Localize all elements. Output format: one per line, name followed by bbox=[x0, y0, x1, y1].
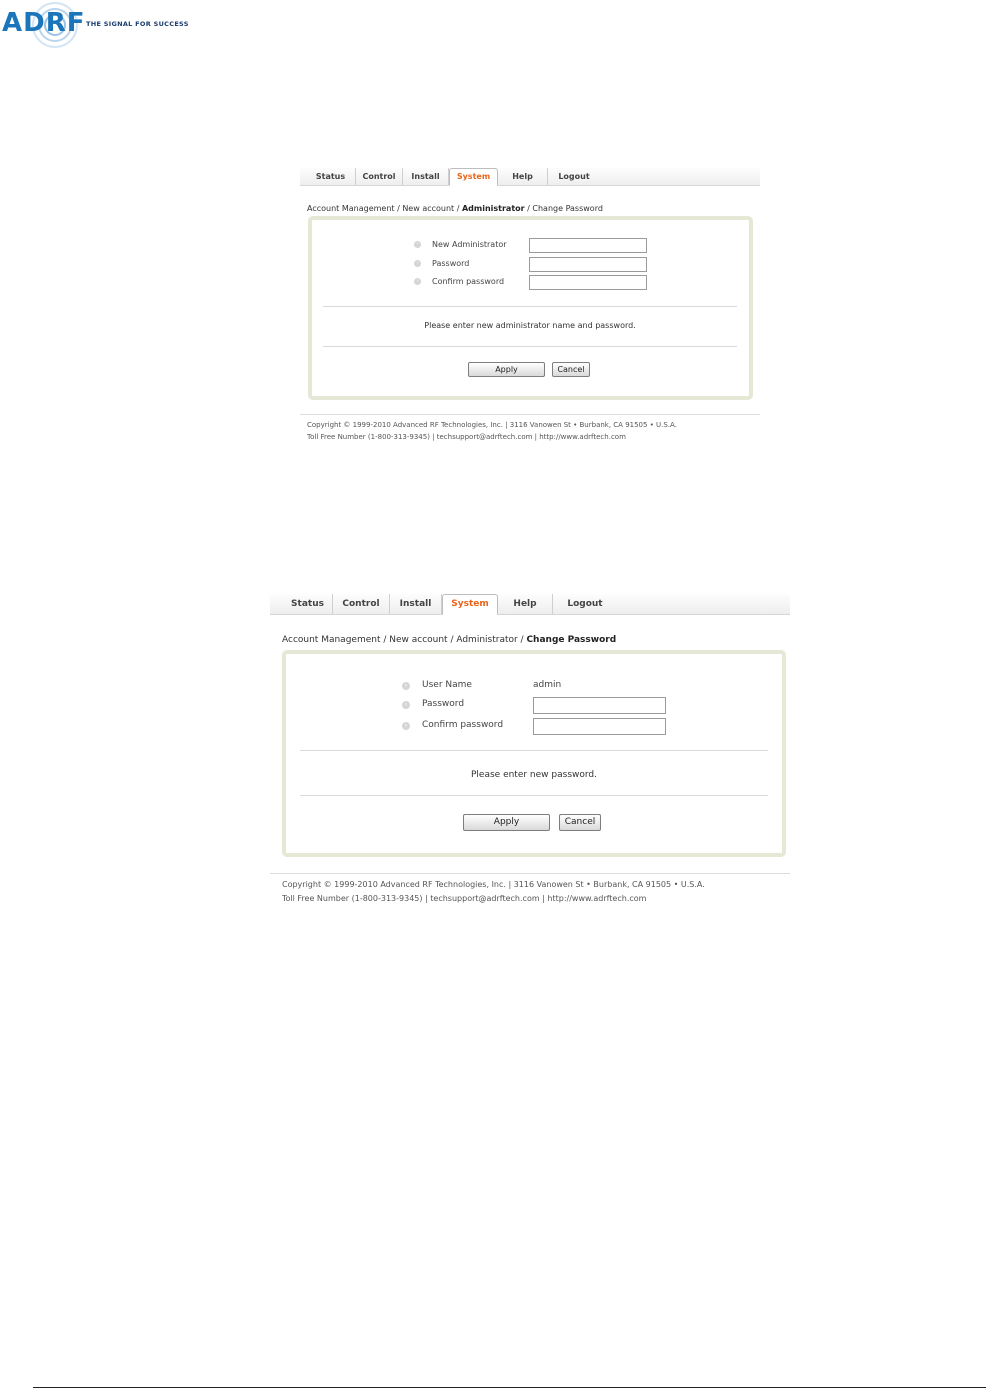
tab-system[interactable]: System bbox=[442, 594, 498, 615]
tab-control[interactable]: Control bbox=[356, 168, 403, 185]
footer-contact: Toll Free Number (1-800-313-9345) | techsupport@adrftech.com | http://www.adrftech.com bbox=[282, 894, 647, 903]
user-name-value: admin bbox=[533, 680, 562, 690]
footer-divider bbox=[300, 414, 760, 415]
form-panel bbox=[308, 216, 753, 400]
divider bbox=[323, 346, 737, 347]
adrf-logo bbox=[0, 0, 200, 54]
bullet-icon: › bbox=[414, 278, 421, 285]
breadcrumb bbox=[282, 635, 616, 645]
user-name-label: User Name bbox=[422, 680, 472, 690]
page-footer-rule bbox=[33, 1387, 986, 1388]
password-input[interactable] bbox=[533, 697, 666, 714]
footer-contact: Toll Free Number (1-800-313-9345) | techsupport@adrftech.com | http://www.adrftech.com bbox=[307, 433, 626, 441]
tab-install[interactable]: Install bbox=[403, 168, 449, 185]
confirm-password-label: Confirm password bbox=[422, 720, 504, 730]
divider bbox=[323, 306, 737, 307]
new-administrator-label: New Administrator bbox=[432, 240, 507, 249]
confirm-password-input[interactable] bbox=[533, 718, 666, 735]
top-nav bbox=[270, 594, 790, 615]
tab-system[interactable]: System bbox=[449, 168, 498, 186]
tab-status[interactable]: Status bbox=[306, 168, 356, 185]
confirm-password-input[interactable] bbox=[529, 275, 647, 290]
footer-divider bbox=[270, 873, 790, 874]
screenshot-change-password bbox=[270, 594, 790, 914]
form-panel bbox=[282, 650, 786, 857]
tab-status[interactable]: Status bbox=[283, 594, 333, 614]
confirm-password-label: Confirm password bbox=[432, 277, 505, 286]
bullet-icon: › bbox=[402, 682, 410, 690]
logo-tagline: THE SIGNAL FOR SUCCESS bbox=[86, 20, 189, 28]
tab-install[interactable]: Install bbox=[390, 594, 442, 614]
instruction-message: Please enter new administrator name and password. bbox=[424, 321, 636, 330]
apply-button[interactable]: Apply bbox=[463, 814, 550, 831]
footer-copyright: Copyright © 1999-2010 Advanced RF Technologies, Inc. | 3116 Vanowen St • Burbank, CA 91505 • U.S.A. bbox=[307, 421, 677, 429]
apply-button[interactable]: Apply bbox=[468, 362, 545, 377]
breadcrumb-tail: / Change Password bbox=[524, 204, 603, 213]
footer-copyright: Copyright © 1999-2010 Advanced RF Technologies, Inc. | 3116 Vanowen St • Burbank, CA 91505 • U.S.A. bbox=[282, 880, 705, 889]
cancel-button[interactable]: Cancel bbox=[559, 814, 601, 831]
breadcrumb bbox=[307, 204, 603, 213]
instruction-message: Please enter new password. bbox=[471, 770, 597, 780]
password-label: Password bbox=[422, 699, 465, 709]
divider bbox=[300, 750, 768, 751]
tab-help[interactable]: Help bbox=[498, 594, 553, 614]
tab-logout[interactable]: Logout bbox=[558, 172, 590, 181]
screenshot-new-administrator bbox=[300, 168, 760, 453]
cancel-button[interactable]: Cancel bbox=[552, 362, 590, 377]
bullet-icon: › bbox=[402, 722, 410, 730]
bullet-icon: › bbox=[414, 241, 421, 248]
tab-control[interactable]: Control bbox=[333, 594, 390, 614]
tab-help[interactable]: Help bbox=[498, 168, 548, 185]
bullet-icon: › bbox=[414, 260, 421, 267]
breadcrumb-trail: Account Management / New account / Administrator / bbox=[282, 635, 527, 645]
breadcrumb-bold: Administrator bbox=[461, 204, 525, 213]
new-administrator-input[interactable] bbox=[529, 238, 647, 253]
logo-wordmark: ADRF bbox=[2, 8, 86, 38]
top-nav bbox=[300, 168, 760, 186]
breadcrumb-trail: Account Management / New account / bbox=[307, 204, 462, 213]
breadcrumb-bold: Change Password bbox=[526, 635, 617, 645]
tab-logout[interactable]: Logout bbox=[567, 599, 603, 609]
divider bbox=[300, 795, 768, 796]
password-label: Password bbox=[432, 259, 470, 268]
bullet-icon: › bbox=[402, 701, 410, 709]
password-input[interactable] bbox=[529, 257, 647, 272]
